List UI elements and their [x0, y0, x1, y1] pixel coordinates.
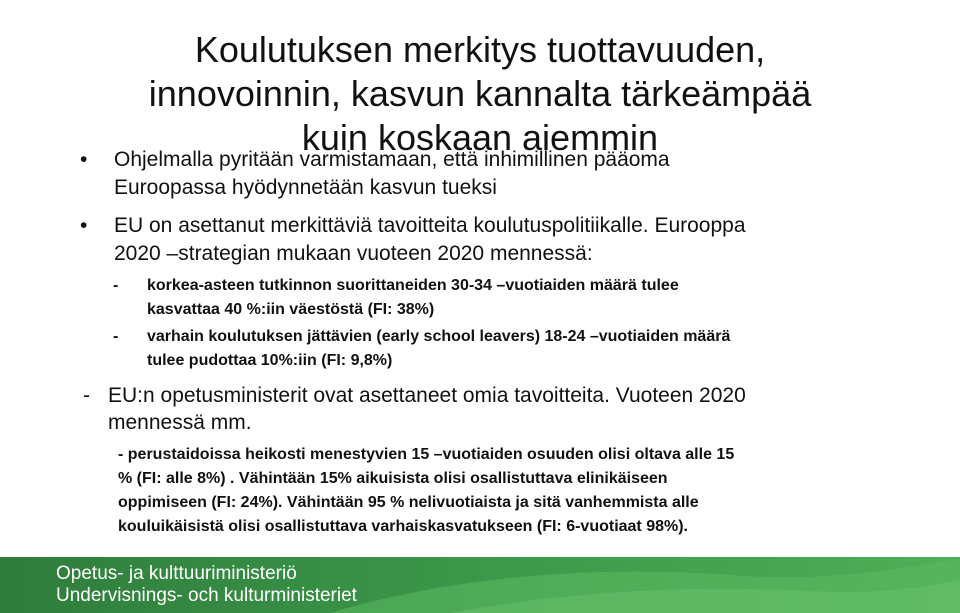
bullet-marker: •: [80, 214, 88, 237]
sub-item-text: [147, 325, 933, 373]
dash-marker: -: [83, 384, 90, 407]
ministry-name-swedish: Undervisnings- och kulturministeriet: [56, 585, 357, 606]
bullet-item-ministers-targets: [83, 382, 943, 436]
bullet-marker: •: [80, 148, 88, 171]
ministry-name: [56, 563, 357, 607]
bullet-line: EU:n opetusministerit ovat asettaneet omia tavoitteita. Vuoteen 2020: [108, 384, 746, 407]
bullet-text: [114, 146, 940, 202]
dash-marker: -: [113, 328, 119, 345]
paragraph-line: kouluikäisistä olisi osallistuttava varhaiskasvatukseen (FI: 6-vuotiaat 98%).: [118, 518, 688, 535]
bullet-item-human-capital: [80, 146, 940, 202]
bullet-line: Ohjelmalla pyritään varmistamaan, että inhimillinen pääoma: [114, 148, 670, 171]
bullet-line: EU on asettanut merkittäviä tavoitteita koulutuspolitiikalle. Eurooppa: [114, 214, 746, 237]
paragraph-line: oppimiseen (FI: 24%). Vähintään 95 % nelivuotiaista ja sitä vanhemmista alle: [118, 494, 699, 511]
paragraph-line: % (FI: alle 8%) . Vähintään 15% aikuisista olisi osallistuttava elinikäiseen: [118, 470, 668, 487]
footer-band: [0, 557, 960, 613]
bullet-line: mennessä mm.: [108, 411, 252, 434]
bullet-line: 2020 –strategian mukaan vuoteen 2020 mennessä:: [114, 242, 593, 265]
sub-item-text: [147, 274, 933, 322]
sub-item-line: varhain koulutuksen jättävien (early school leavers) 18-24 –vuotiaiden määrä: [147, 328, 731, 345]
sub-item-tertiary-education: [113, 274, 933, 322]
dash-marker: -: [113, 277, 119, 294]
sub-item-line: tulee pudottaa 10%:iin (FI: 9,8%): [147, 352, 393, 369]
sub-item-early-school-leavers: [113, 325, 933, 373]
footer-wave-decoration: [330, 557, 960, 613]
title-line-3: kuin koskaan aiemmin: [301, 117, 659, 159]
targets-paragraph: [118, 443, 938, 539]
bullet-text: [108, 382, 943, 436]
bullet-text: [114, 212, 940, 268]
bullet-line: Euroopassa hyödynnetään kasvun tueksi: [114, 176, 497, 199]
title-line-2: innovoinnin, kasvun kannalta tärkeämpää: [148, 73, 812, 115]
sub-item-line: kasvattaa 40 %:iin väestöstä (FI: 38%): [147, 301, 435, 318]
ministry-name-finnish: Opetus- ja kulttuuriministeriö: [56, 563, 297, 584]
slide-title: [0, 28, 960, 160]
bullet-item-eu-targets: [80, 212, 940, 268]
title-line-1: Koulutuksen merkitys tuottavuuden,: [194, 29, 766, 71]
paragraph-line: - perustaidoissa heikosti menestyvien 15 –vuotiaiden osuuden olisi oltava alle 15: [118, 446, 735, 463]
sub-item-line: korkea-asteen tutkinnon suorittaneiden 30-34 –vuotiaiden määrä tulee: [147, 277, 679, 294]
